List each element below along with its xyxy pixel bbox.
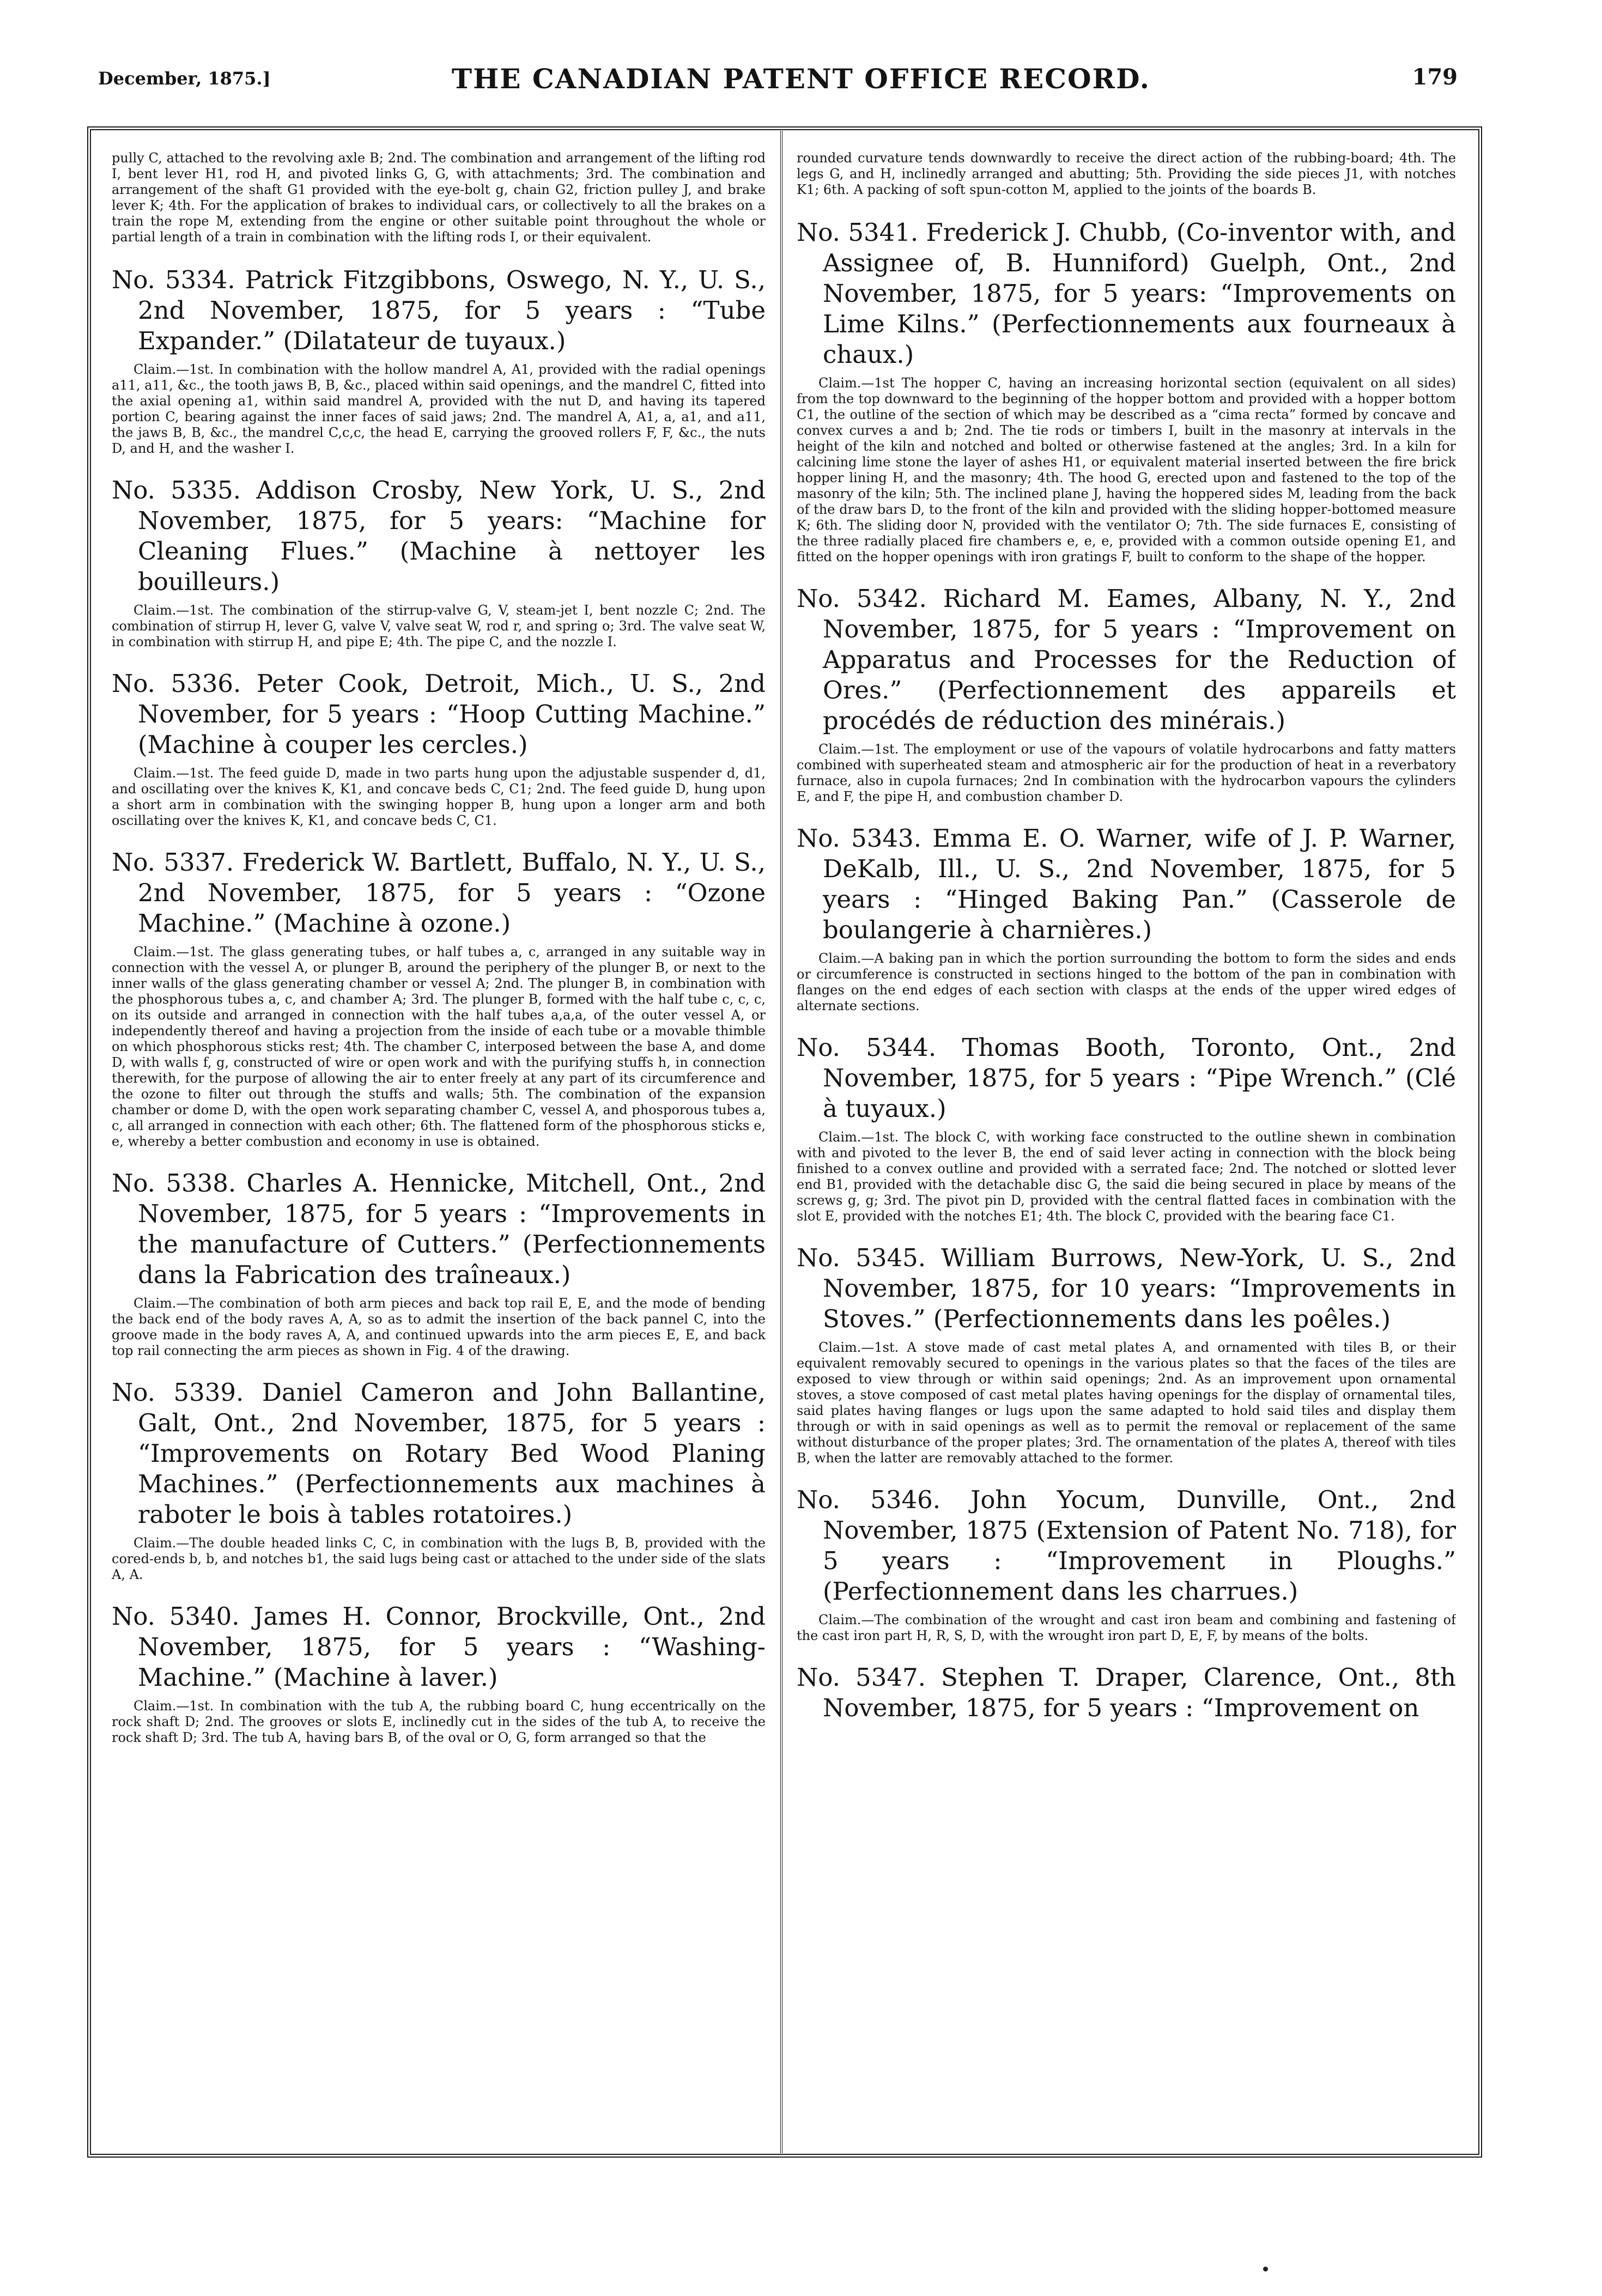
patent-claim: Claim.—A baking pan in which the portion surrounding the bottom to form the sides and ends or circumference is constructed in sections hinged to the bottom of the pan in combination with flanges on the end edges of each section with clasps at the ends of the upper wired edges of alternate sections.: [797, 951, 1456, 1013]
patent-heading: No. 5344. Thomas Booth, Toronto, Ont., 2nd November, 1875, for 5 years : “Pipe Wrench.” (Clé à tuyaux.): [797, 1033, 1456, 1123]
patent-claim: Claim.—1st. The feed guide D, made in two parts hung upon the adjustable suspender d, d1, and oscillating over the knives K, K1, and concave beds C, C1; 2nd. The feed guide D, hung upon a short arm in combination with the swinging hopper B, hung upon a longer arm and both oscillating over the knives K, K1, and concave beds C, C1.: [112, 766, 766, 828]
patent-heading: No. 5337. Frederick W. Bartlett, Buffalo, N. Y., U. S., 2nd November, 1875, for 5 years : “Ozone Machine.” (Machine à ozone.): [112, 848, 766, 938]
issue-date: December, 1875.]: [98, 68, 271, 89]
patent-heading: No. 5347. Stephen T. Draper, Clarence, Ont., 8th November, 1875, for 5 years : “Improvement on: [797, 1663, 1456, 1722]
patent-entry-5342: [797, 584, 1456, 805]
patent-entry-5338: [112, 1168, 766, 1359]
patent-heading: No. 5339. Daniel Cameron and John Ballantine, Galt, Ont., 2nd November, 1875, for 5 years : “Improvements on Rotary Bed Wood Planing Machines.” (Perfectionnements aux machines à raboter le bois à tables rotatoires.): [112, 1378, 766, 1529]
patent-claim: Claim.—The combination of both arm pieces and back top rail E, E, and the mode of bending the back end of the body raves A, A, so as to admit the insertion of the back pannel C, into the groove made in the body raves A, A, and continued upwards into the arm pieces E, E, and back top rail connecting the arm pieces as shown in Fig. 4 of the drawing.: [112, 1296, 766, 1358]
continued-claim: rounded curvature tends downwardly to receive the direct action of the rubbing-board; 4th. The legs G, and H, inclinedly arranged and abutting; 5th. Providing the side pieces J1, with notches K1; 6th. A packing of soft spun-cotton M, applied to the joints of the boards B.: [797, 150, 1456, 197]
patent-heading: No. 5334. Patrick Fitzgibbons, Oswego, N. Y., U. S., 2nd November, 1875, for 5 years : “Tube Expander.” (Dilatateur de tuyaux.): [112, 265, 766, 355]
patent-entry-5346: [797, 1485, 1456, 1644]
patent-claim: Claim.—1st. The employment or use of the vapours of volatile hydrocarbons and fatty matters combined with superheated steam and atmospheric air for the production of heat in a reverbatory furnace, also in cupola furnaces; 2nd In combination with the hydrocarbon vapours the cylinders E, and F, the pipe H, and combustion chamber D.: [797, 742, 1456, 804]
patent-entry-5337: [112, 847, 766, 1150]
right-column: [797, 150, 1456, 2145]
patent-entry-5345: [797, 1243, 1456, 1466]
patent-heading: No. 5346. John Yocum, Dunville, Ont., 2nd November, 1875 (Extension of Patent No. 718), for 5 years : “Improvement in Ploughs.” (Perfectionnement dans les charrues.): [797, 1485, 1456, 1606]
patent-entry-5336: [112, 669, 766, 829]
patent-claim: Claim.—1st. The block C, with working face constructed to the outline shewn in combination with and pivoted to the lever B, the end of said lever acting in connection with the block being finished to a convex outline and provided with a serrated face; 2nd. The notched or slotted lever end B1, provided with the detachable disc G, the said die being secured in place by means of the screws g, g; 3rd. The pivot pin D, provided with the central flatted faces in combination with the slot E, provided with the notches E1; 4th. The block C, provided with the bearing face C1.: [797, 1129, 1456, 1224]
left-column: [112, 150, 766, 2145]
patent-entry-5335: [112, 475, 766, 650]
patent-entry-5339: [112, 1377, 766, 1583]
patent-heading: No. 5336. Peter Cook, Detroit, Mich., U. S., 2nd November, for 5 years : “Hoop Cutting Machine.” (Machine à couper les cercles.): [112, 669, 766, 759]
patent-entry-5347: [797, 1662, 1456, 1723]
column-divider: [780, 131, 782, 2153]
patent-claim: Claim.—1st. A stove made of cast metal plates A, and ornamented with tiles B, or their equivalent removably secured to openings in the various plates so that the faces of the tiles are exposed to view through or within said openings; 2nd. As an improvement upon ornamental stoves, a stove composed of cast metal plates having openings for the display of ornamental tiles, said plates having flanges or lugs upon the same adapted to hold said tiles and display them through or with in said openings as well as to permit the removal or replacement of the same without disturbance of the proper plates; 3rd. The ornamentation of the plates A, thereof with tiles B, when the latter are removably attached to the former.: [797, 1340, 1456, 1466]
patent-entry-5334: [112, 265, 766, 457]
patent-entry-5340: [112, 1601, 766, 1746]
patent-claim: Claim.—1st The hopper C, having an increasing horizontal section (equivalent on all sides) from the top downward to the beginning of the hopper bottom and provided with a hopper bottom C1, the outline of the section of which may be described as a “cima recta” formed by concave and convex curves a and b; 2nd. The tie rods or timbers I, built in the masonry at intervals in the height of the kiln and notched and bolted or otherwise fastened at the angles; 3rd. In a kiln for calcining lime stone the layer of ashes H1, or equivalent material inserted between the fire brick hopper lining H, and the masonry; 4th. The hood G, erected upon and fastened to the top of the masonry of the kiln; 5th. The inclined plane J, having the hoppered sides M, leading from the back of the draw bars D, to the front of the kiln and provided with the sliding hopper-bottomed measure K; 6th. The sliding door N, provided with the ventilator O; 7th. The side furnaces E, consisting of the three radially placed fire chambers e, e, e, provided with a common outside opening E1, and fitted on the hopper openings with iron gratings F, built to conform to the shape of the hopper.: [797, 375, 1456, 564]
patent-claim: Claim.—The combination of the wrought and cast iron beam and combining and fastening of the cast iron part H, R, S, D, with the wrought iron part D, E, F, by means of the bolts.: [797, 1612, 1456, 1643]
patent-claim: Claim.—1st. The combination of the stirrup-valve G, V, steam-jet I, bent nozzle C; 2nd. The combination of stirrup H, lever G, valve V, valve seat W, rod r, and spring o; 3rd. The valve seat W, in combination with stirrup H, and pipe E; 4th. The pipe C, and the nozzle I.: [112, 603, 766, 649]
patent-claim: Claim.—1st. In combination with the hollow mandrel A, A1, provided with the radial openings a11, a11, &c., the tooth jaws B, B, &c., placed within said openings, and the mandrel C, fitted into the axial opening a1, within said mandrel A, provided with the nut D, and having its tapered portion C, bearing against the inner faces of said jaws; 2nd. The mandrel A, A1, a, a1, and a11, the jaws B, B, &c., the mandrel C,c,c, the head E, carrying the grooved rollers F, F, &c., the nuts D, and H, and the washer I.: [112, 362, 766, 456]
patent-entry-5344: [797, 1032, 1456, 1224]
patent-claim: Claim.—1st. The glass generating tubes, or half tubes a, c, arranged in any suitable way in connection with the vessel A, or plunger B, around the periphery of the plunger B, or next to the inner walls of the glass generating chamber or vessel A; 2nd. The plunger B, in combination with the phosphorous tubes a, c, and chamber A; 3rd. The plunger B, formed with the half tube c, c, c, on its outside and arranged in connection with the half tubes a,a,a, of the outer vessel A, or independently thereof and having a projection from the inside of each tube or a movable thimble on which phosphorous sticks rest; 4th. The chamber C, interposed between the base A, and dome D, with walls f, g, constructed of wire or open work and with the purifying stuffs h, in connection therewith, for the purpose of allowing the air to enter freely at any part of its circumference and the ozone to filter out through the stuffs and walls; 5th. The combination of the expansion chamber or dome D, with the open work separating chamber C, vessel A, and phosporous tubes a, c, all arranged in connection with each other; 6th. The flattened form of the phosphorous sticks e, e, whereby a better combustion and economy in use is obtained.: [112, 944, 766, 1149]
page-number: 179: [1412, 64, 1458, 90]
patent-heading: No. 5345. William Burrows, New-York, U. S., 2nd November, 1875, for 10 years: “Improvements in Stoves.” (Perfectionnements dans les poêles.): [797, 1243, 1456, 1333]
publication-title: THE CANADIAN PATENT OFFICE RECORD.: [451, 63, 1151, 95]
patent-heading: No. 5341. Frederick J. Chubb, (Co-inventor with, and Assignee of, B. Hunniford) Guelph, Ont., 2nd November, 1875, for 5 years: “Improvements on Lime Kilns.” (Perfectionnements aux fourneaux à chaux.): [797, 218, 1456, 369]
patent-heading: No. 5340. James H. Connor, Brockville, Ont., 2nd November, 1875, for 5 years : “Washing-Machine.” (Machine à laver.): [112, 1602, 766, 1692]
patent-heading: No. 5343. Emma E. O. Warner, wife of J. P. Warner, DeKalb, Ill., U. S., 2nd November, 1875, for 5 years : “Hinged Baking Pan.” (Casserole de boulangerie à charnières.): [797, 824, 1456, 944]
patent-claim: Claim.—The double headed links C, C, in combination with the lugs B, B, provided with the cored-ends b, b, and notches b1, the said lugs being cast or attached to the under side of the slats A, A.: [112, 1535, 766, 1582]
patent-entry-5343: [797, 823, 1456, 1014]
patent-entry-5341: [797, 217, 1456, 565]
patent-heading: No. 5342. Richard M. Eames, Albany, N. Y., 2nd November, 1875, for 5 years : “Improvement on Apparatus and Processes for the Reduction of Ores.” (Perfectionnement des appareils et procédés de réduction des minérais.): [797, 584, 1456, 735]
patent-heading: No. 5338. Charles A. Hennicke, Mitchell, Ont., 2nd November, 1875, for 5 years : “Improvements in the manufacture of Cutters.” (Perfectionnements dans la Fabrication des traîneaux.): [112, 1169, 766, 1289]
patent-heading: No. 5335. Addison Crosby, New York, U. S., 2nd November, 1875, for 5 years: “Machine for Cleaning Flues.” (Machine à nettoyer les bouilleurs.): [112, 476, 766, 596]
patent-claim: Claim.—1st. In combination with the tub A, the rubbing board C, hung eccentrically on the rock shaft D; 2nd. The grooves or slots E, inclinedly cut in the sides of the tub A, to receive the rock shaft D; 3rd. The tub A, having bars B, of the oval or O, G, form arranged so that the: [112, 1698, 766, 1745]
continued-claim: pully C, attached to the revolving axle B; 2nd. The combination and arrangement of the lifting rod I, bent lever H1, rod H, and pivoted links G, G, with attachments; 3rd. The combination and arrangement of the shaft G1 provided with the eye-bolt g, chain G2, friction pulley J, and brake lever K; 4th. For the application of brakes to individual cars, or collectively to all the brakes on a train the rope M, extending from the engine or other suitable point throughout the whole or partial length of a train in combination with the lifting rods I, or their equivalent.: [112, 150, 766, 245]
ink-speck: [1263, 2267, 1268, 2271]
